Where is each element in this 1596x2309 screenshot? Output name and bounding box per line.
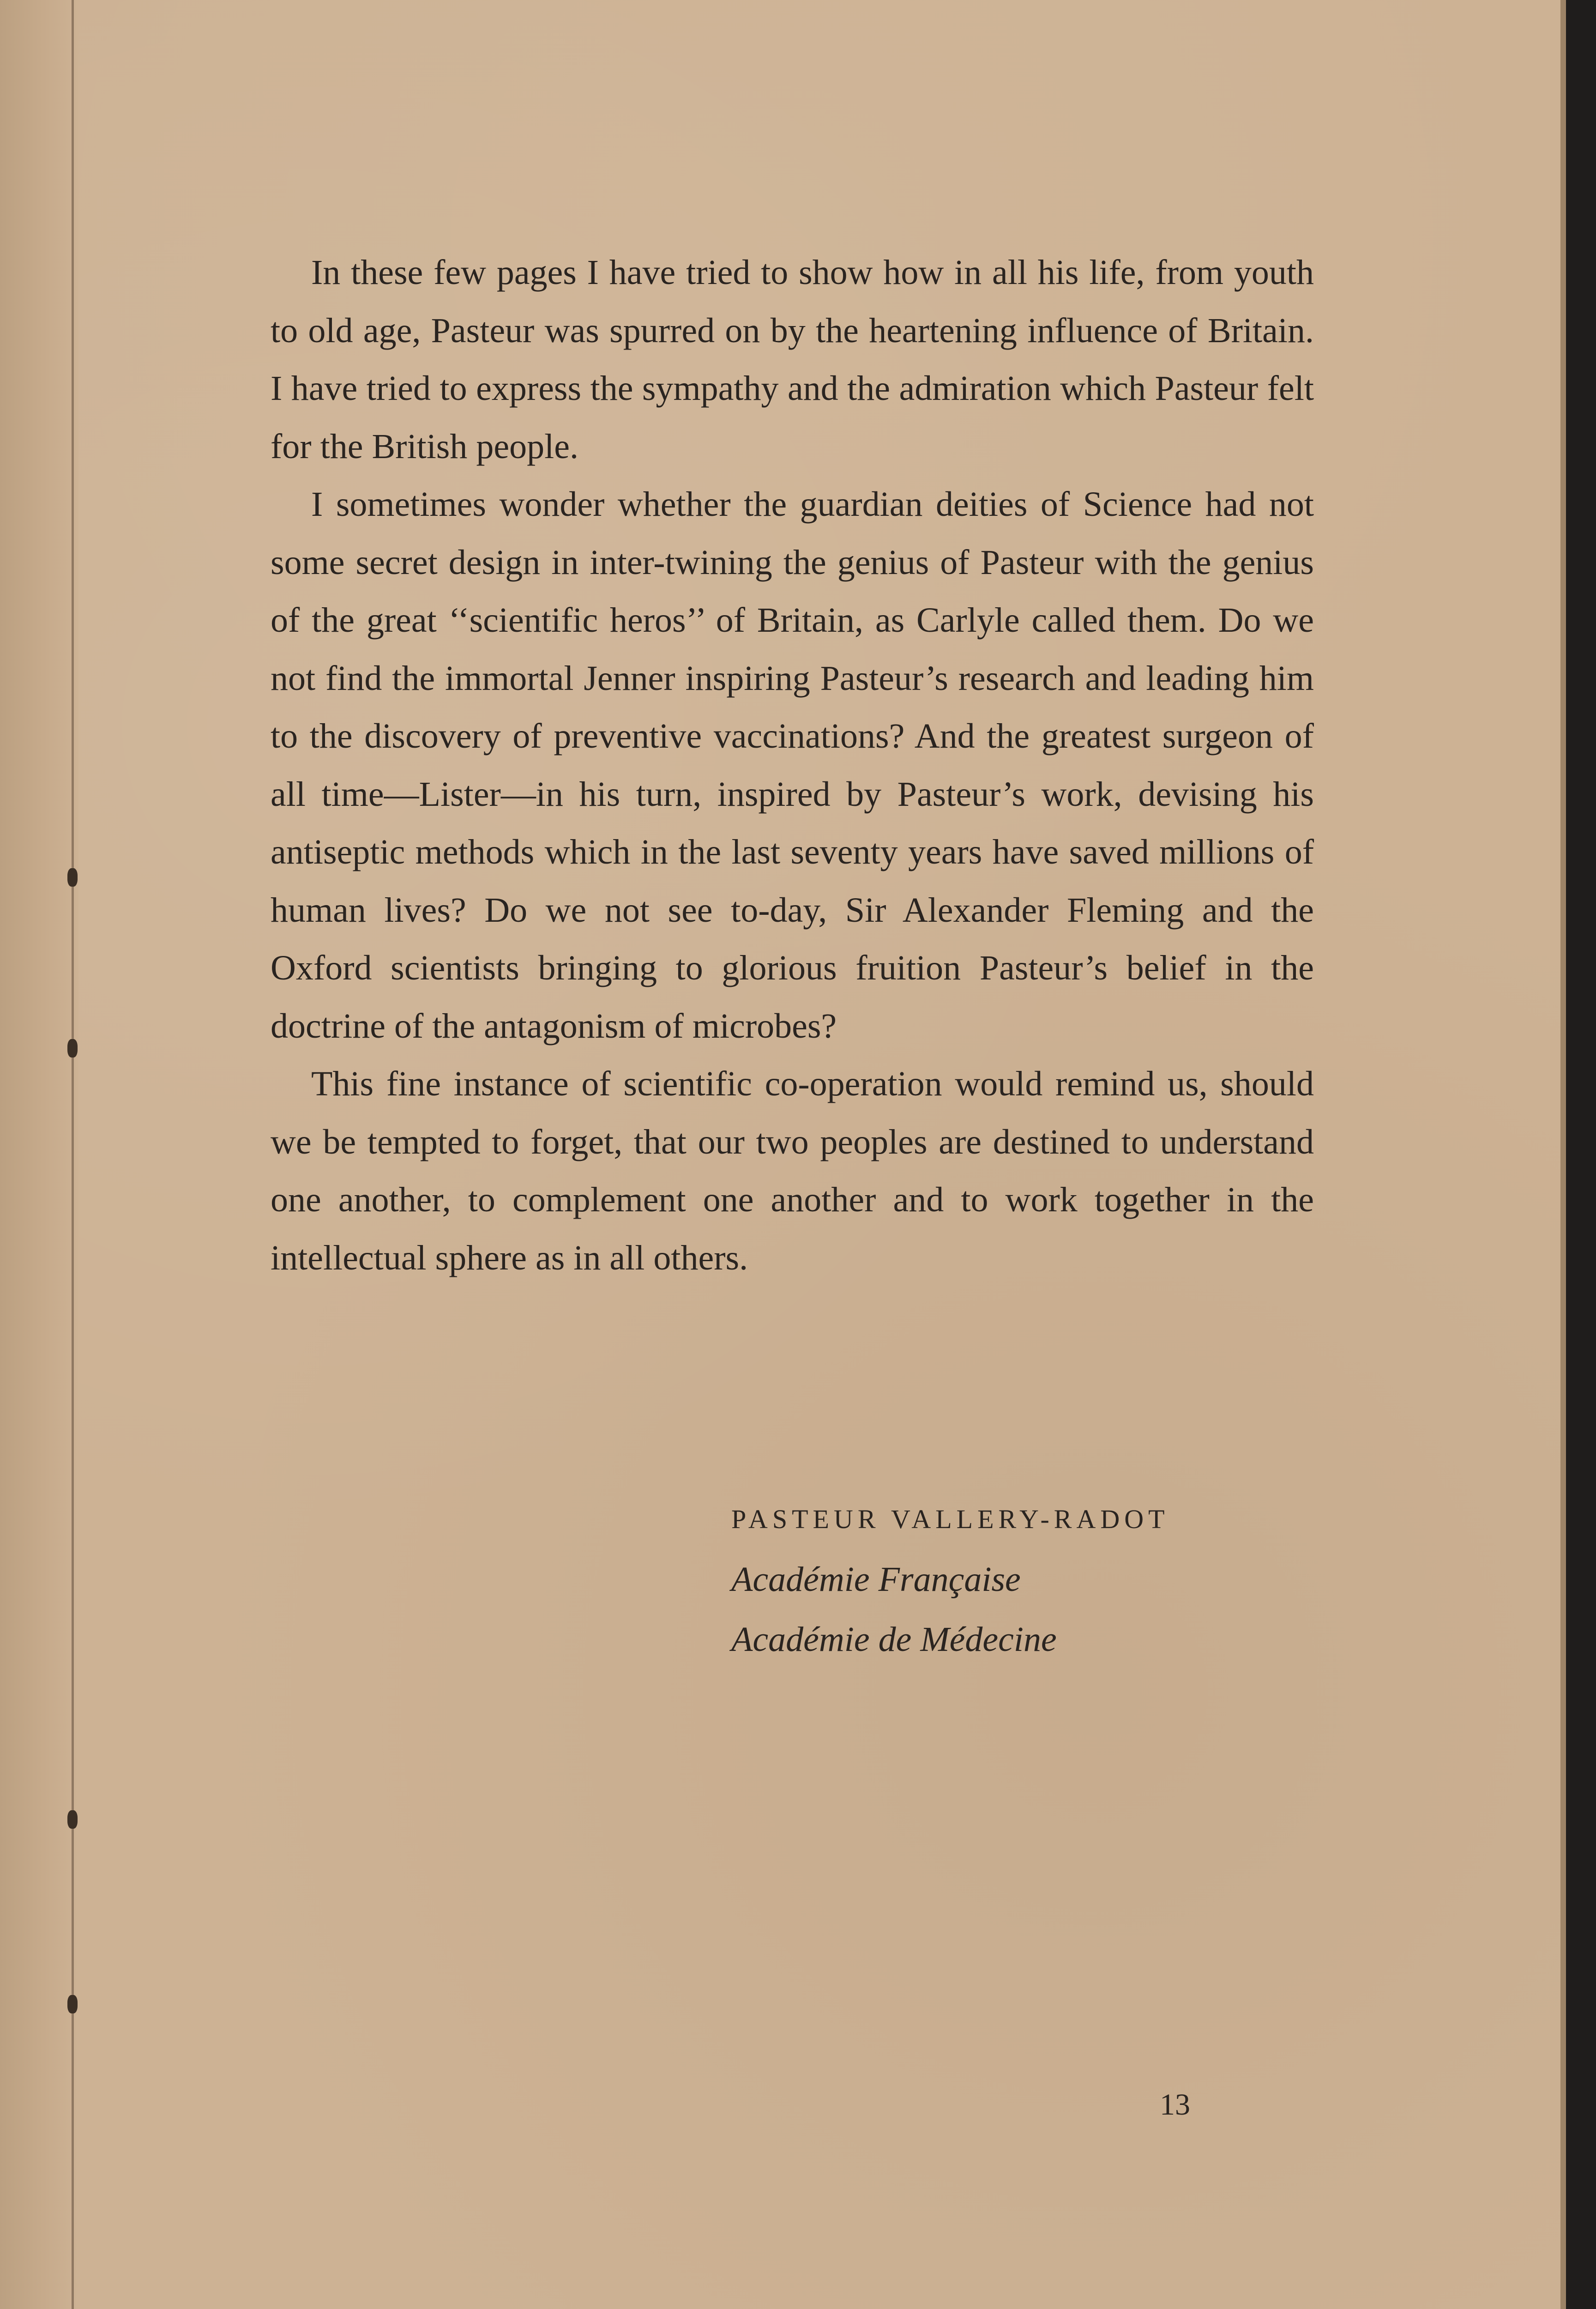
page-edge: [1560, 0, 1566, 2309]
body-text: [271, 244, 1314, 1287]
paragraph-2: I sometimes wonder whether the guardian deities of Science had not some secret design in inter-twining the genius of Pasteur with the genius of the great ‘‘scientific heros’’ of Britain, as Carlyle called them. Do we not find the immortal Jenner inspiring Pasteur’s research and leading him to the discovery of preventive vaccinations? And the greatest surgeon of all time—Lister—in his turn, inspired by Pasteur’s work, devising his antiseptic methods which in the last seventy years have saved millions of human lives? Do we not see to-day, Sir Alexander Fleming and the Oxford scientists bringing to glorious fruition Pasteur’s belief in the doctrine of the antagonism of microbes?: [271, 485, 1314, 1046]
binding-stitch: [67, 868, 78, 887]
paragraph-3: This fine instance of scientific co-operation would remind us, should we be tempted to forget, that our two peoples are destined to understand one another, to complement one another and to work together in the intellectual sphere as in all others.: [271, 1064, 1314, 1277]
binding-stitch: [67, 1995, 78, 2013]
page-number: 13: [1160, 2088, 1190, 2122]
binding-stitch: [67, 1039, 78, 1058]
author-affiliation-1: Académie Française: [731, 1560, 1021, 1599]
author-name: PASTEUR VALLERY-RADOT: [731, 1504, 1169, 1534]
signature-block: [731, 1489, 1169, 1669]
paragraph-1: In these few pages I have tried to show how in all his life, from youth to old age, Pasteur was spurred on by the heartening influence of Britain. I have tried to express the sympathy and the admiration which Pasteur felt for the British people.: [271, 253, 1314, 466]
author-affiliation-2: Académie de Médecine: [731, 1620, 1057, 1659]
binding-stitch: [67, 1810, 78, 1829]
page-gutter: [0, 0, 78, 2309]
spine-fold-line: [72, 0, 74, 2309]
